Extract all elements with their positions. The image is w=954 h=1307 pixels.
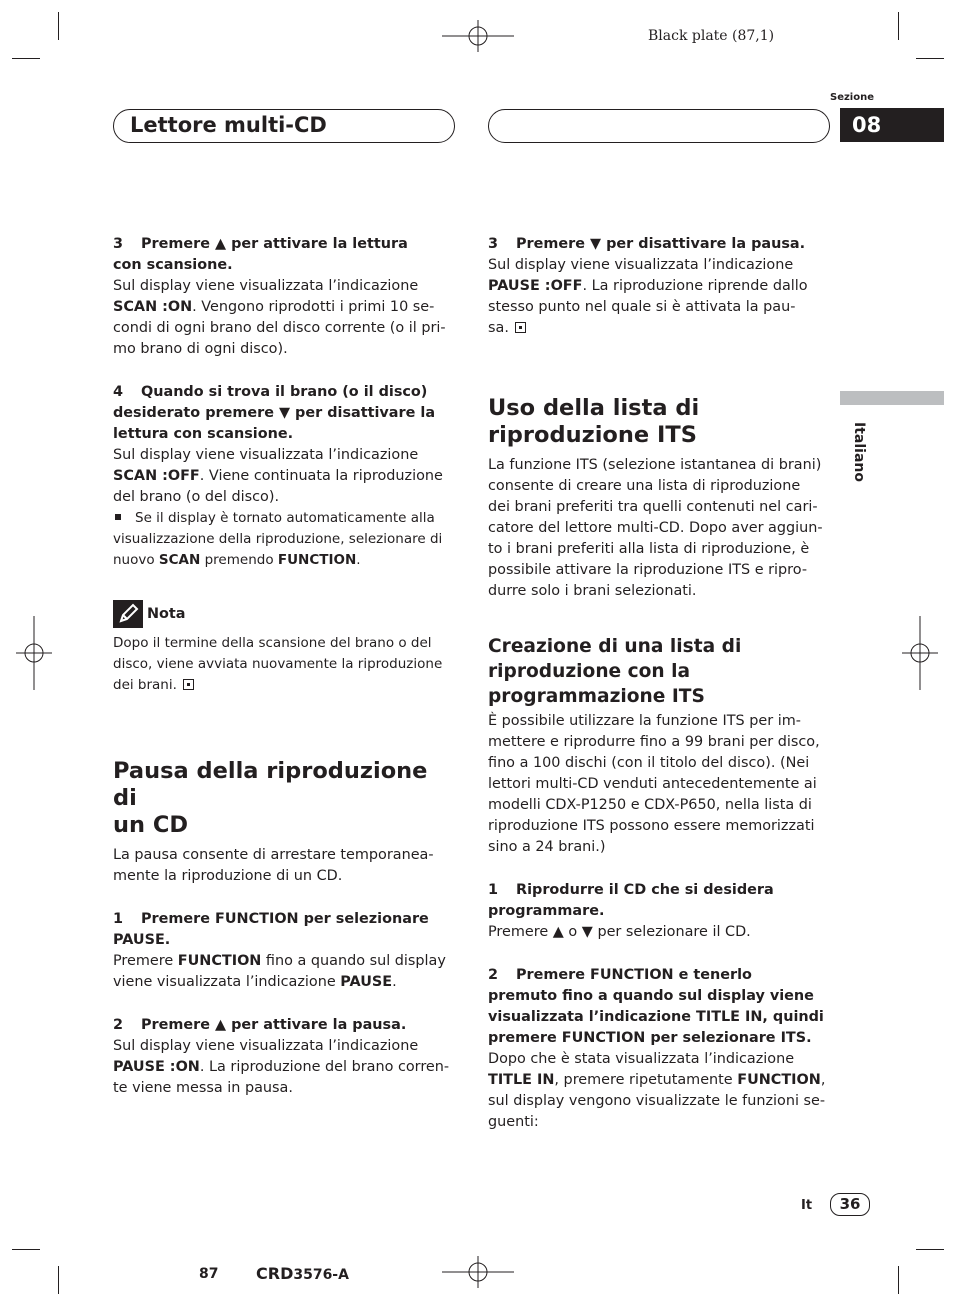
body-text: stesso punto nel quale si è attivata la pau-: [488, 299, 796, 315]
body-text: PAUSE :ON. La riproduzione del brano corren-: [113, 1059, 450, 1075]
document-code: CRD3576-A: [256, 1264, 349, 1283]
side-tab-bar: [840, 391, 944, 405]
page-title: Lettore multi-CD: [130, 113, 327, 137]
body-text: lettori multi-CD venduti antecedentemente ai: [488, 776, 817, 792]
step-heading: programmare.: [488, 903, 605, 919]
body-text: to i brani preferiti alla lista di riproduzione, è: [488, 541, 810, 557]
section-heading: Pausa della riproduzione di: [113, 758, 428, 811]
section-heading: riproduzione ITS: [488, 422, 697, 448]
body-text: fino a 100 dischi (con il titolo del disco). (Nei: [488, 755, 810, 771]
body-text: possibile attivare la riproduzione ITS e ripro-: [488, 562, 808, 578]
body-text: mettere e riprodurre fino a 99 brani per disco,: [488, 734, 820, 750]
body-text: sino a 24 brani.): [488, 839, 606, 855]
crop-mark: [12, 58, 40, 59]
section-heading: un CD: [113, 812, 189, 838]
registration-mark-icon: [442, 1256, 514, 1288]
body-text: consente di creare una lista di riproduzione: [488, 478, 801, 494]
nota-label: Nota: [147, 606, 186, 622]
body-text: La funzione ITS (selezione istantanea di brani): [488, 457, 822, 473]
step-heading: 1 Riprodurre il CD che si desidera: [488, 882, 774, 898]
plate-page-number: 87: [199, 1266, 219, 1282]
subsection-heading: riproduzione con la: [488, 661, 691, 682]
step-heading: PAUSE.: [113, 932, 171, 948]
body-text: dei brani preferiti tra quelli contenuti nel cari-: [488, 499, 818, 515]
crop-mark: [916, 58, 944, 59]
page-number-text: 36: [839, 1195, 861, 1213]
note-pencil-icon: [113, 600, 143, 628]
body-text: Premere FUNCTION fino a quando sul display: [113, 953, 446, 969]
section-number-text: 08: [852, 113, 882, 137]
body-text: PAUSE :OFF. La riproduzione riprende dallo: [488, 278, 808, 294]
subsection-heading: programmazione ITS: [488, 686, 705, 707]
body-text: modelli CDX-P1250 e CDX-P650, nella lista di: [488, 797, 812, 813]
left-column: [113, 234, 453, 1099]
plate-label: Black plate (87,1): [648, 28, 775, 44]
crop-mark: [916, 1249, 944, 1250]
body-text: Sul display viene visualizzata l’indicazione: [488, 257, 794, 273]
body-text: È possibile utilizzare la funzione ITS per im-: [488, 713, 801, 729]
step-heading: 2 Premere FUNCTION e tenerlo: [488, 967, 752, 983]
language-code: It: [801, 1198, 813, 1213]
step-heading: 2 Premere ▲ per attivare la pausa.: [113, 1017, 407, 1033]
subsection-heading: Creazione di una lista di: [488, 636, 742, 657]
crop-mark: [58, 1266, 59, 1294]
section-number: [840, 108, 944, 142]
bullet-note: Se il display è tornato automaticamente alla: [113, 508, 453, 529]
section-heading: Uso della lista di: [488, 395, 700, 421]
body-text: SCAN :ON. Vengono riprodotti i primi 10 se-: [113, 299, 435, 315]
nota-text: disco, viene avviata nuovamente la riproduzione: [113, 656, 443, 672]
step-heading: 3 Premere ▼ per disattivare la pausa.: [488, 236, 806, 252]
step-heading: 4 Quando si trova il brano (o il disco): [113, 384, 428, 400]
body-text: durre solo i brani selezionati.: [488, 583, 697, 599]
header-title-pill: [113, 109, 455, 143]
crop-mark: [12, 1249, 40, 1250]
step-heading: premere FUNCTION per selezionare ITS.: [488, 1030, 812, 1046]
step-heading: premuto fino a quando sul display viene: [488, 988, 814, 1004]
body-text: te viene messa in pausa.: [113, 1080, 293, 1096]
step-heading: 3 Premere ▲ per attivare la lettura: [113, 236, 408, 252]
body-text: sul display vengono visualizzate le funzioni se-: [488, 1093, 826, 1109]
crop-mark: [58, 12, 59, 40]
body-text: viene visualizzata l’indicazione PAUSE.: [113, 974, 397, 990]
bullet-note: visualizzazione della riproduzione, selezionare di: [113, 531, 443, 547]
step-heading: desiderato premere ▼ per disattivare la: [113, 405, 436, 421]
nota-heading: [113, 599, 453, 629]
body-text: Sul display viene visualizzata l’indicazione: [113, 278, 419, 294]
bullet-icon: [115, 514, 121, 520]
registration-mark-icon: [902, 616, 938, 690]
header-empty-pill: [488, 109, 830, 143]
body-text: Premere ▲ o ▼ per selezionare il CD.: [488, 924, 751, 940]
nota-text: dei brani.: [113, 675, 453, 696]
nota-text: Dopo il termine della scansione del brano o del: [113, 635, 432, 651]
section-label: Sezione: [830, 92, 875, 103]
body-text: condi di ogni brano del disco corrente (o il pri-: [113, 320, 446, 336]
body-text: Dopo che è stata visualizzata l’indicazione: [488, 1051, 795, 1067]
right-column: [488, 234, 828, 1133]
step-heading: 1 Premere FUNCTION per selezionare: [113, 911, 429, 927]
body-text: riproduzione ITS possono essere memorizzati: [488, 818, 815, 834]
step-heading: con scansione.: [113, 257, 233, 273]
body-text: guenti:: [488, 1114, 539, 1130]
body-text: Sul display viene visualizzata l’indicazione: [113, 447, 419, 463]
end-mark-icon: [515, 322, 526, 333]
body-text: Sul display viene visualizzata l’indicazione: [113, 1038, 419, 1054]
side-tab-label: Italiano: [851, 422, 867, 482]
body-text: mente la riproduzione di un CD.: [113, 868, 343, 884]
crop-mark: [898, 1266, 899, 1294]
body-text: sa.: [488, 318, 828, 339]
body-text: del brano (o del disco).: [113, 489, 280, 505]
bullet-note: nuovo SCAN premendo FUNCTION.: [113, 552, 361, 568]
crop-mark: [898, 12, 899, 40]
end-mark-icon: [183, 679, 194, 690]
registration-mark-icon: [442, 20, 514, 52]
step-heading: visualizzata l’indicazione TITLE IN, quindi: [488, 1009, 824, 1025]
body-text: mo brano di ogni disco).: [113, 341, 288, 357]
body-text: La pausa consente di arrestare temporanea-: [113, 847, 434, 863]
body-text: TITLE IN, premere ripetutamente FUNCTION,: [488, 1072, 826, 1088]
step-heading: lettura con scansione.: [113, 426, 294, 442]
body-text: SCAN :OFF. Viene continuata la riproduzione: [113, 468, 443, 484]
page-number: [830, 1193, 870, 1216]
registration-mark-icon: [16, 616, 52, 690]
body-text: catore del lettore multi-CD. Dopo aver aggiun-: [488, 520, 823, 536]
